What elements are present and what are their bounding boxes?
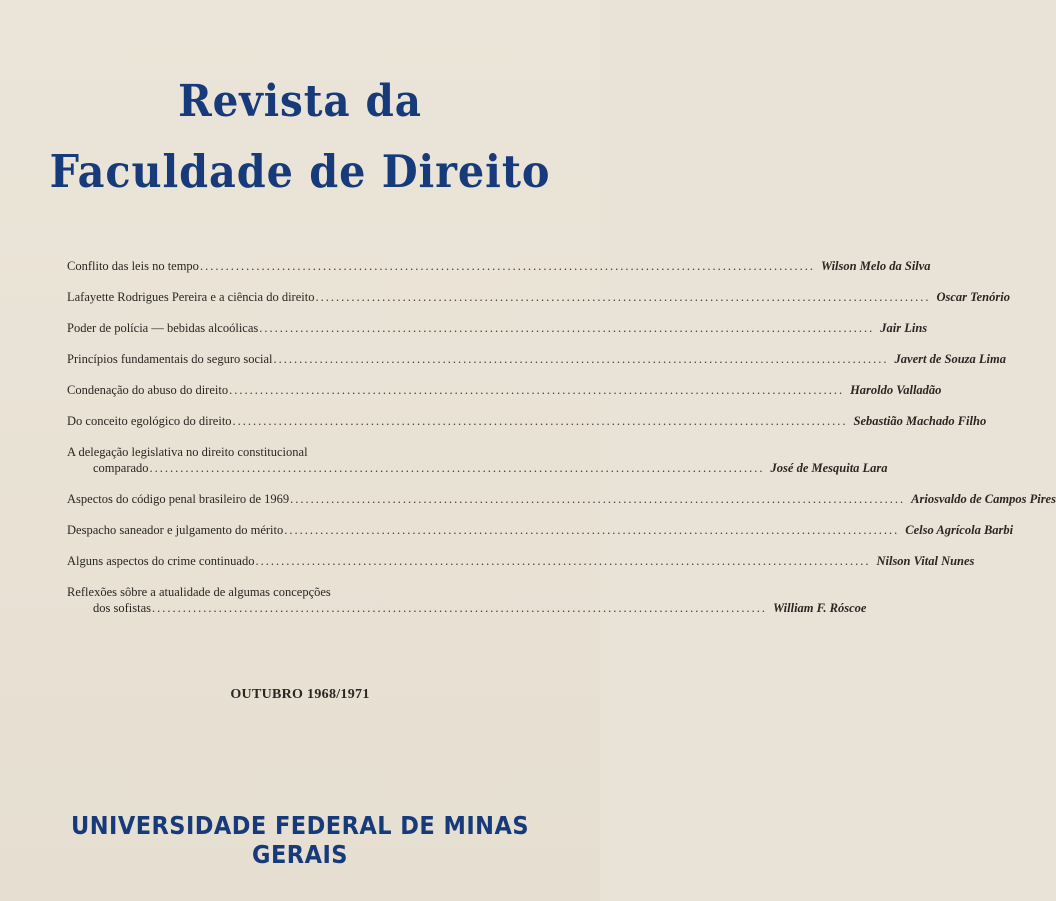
toc-entry-title: comparado — [93, 461, 149, 475]
toc-entry-author: José de Mesquita Lara — [770, 461, 888, 475]
toc-entry — [67, 382, 942, 398]
toc-entry-author: Ariosvaldo de Campos Pires — [911, 492, 1056, 506]
toc-entry-title-line1: Reflexões sôbre a atualidade de algumas concepções — [67, 585, 331, 599]
leader-dots: ........................................................................................................................ — [290, 492, 906, 506]
leader-dots: ........................................................................................................................ — [152, 601, 767, 615]
toc-entry-title: Despacho saneador e julgamento do mérito — [67, 523, 284, 537]
table-of-contents — [67, 258, 1056, 631]
toc-entry-author: Nilson Vital Nunes — [876, 554, 975, 568]
leader-dots: ........................................................................................................................ — [199, 259, 815, 273]
toc-entry-title: Aspectos do código penal brasileiro de 1969 — [67, 492, 290, 506]
toc-entry-author: Celso Agrícola Barbi — [905, 523, 1014, 537]
toc-entry-author: William F. Róscoe — [773, 601, 867, 615]
leader-dots: ........................................................................................................................ — [149, 461, 765, 475]
toc-entry — [67, 320, 928, 336]
toc-entry — [67, 584, 867, 616]
leader-dots: ........................................................................................................................ — [255, 554, 871, 568]
toc-entry-title: Poder de polícia — bebidas alcoólicas — [67, 321, 259, 335]
toc-entry — [67, 413, 987, 429]
toc-entry-title-line1: A delegação legislativa no direito constitucional — [67, 445, 308, 459]
toc-entry-title: Alguns aspectos do crime continuado — [67, 554, 255, 568]
toc-entry-author: Haroldo Valladão — [850, 383, 942, 397]
journal-title-line2: Faculdade de Direito — [49, 145, 551, 198]
publisher-name: UNIVERSIDADE FEDERAL DE MINAS GERAIS — [71, 811, 529, 869]
leader-dots: ........................................................................................................................ — [259, 321, 875, 335]
leader-dots: ........................................................................................................................ — [315, 290, 931, 304]
toc-entry — [67, 351, 1006, 367]
journal-title-line1: Revista da — [178, 76, 422, 127]
toc-entry — [67, 444, 888, 476]
toc-entry-title: dos sofistas — [93, 601, 151, 615]
toc-entry-title: Condenação do abuso do direito — [67, 383, 229, 397]
toc-entry-title: Conflito das leis no tempo — [67, 259, 199, 273]
toc-entry — [67, 522, 1014, 538]
toc-entry-author: Wilson Melo da Silva — [820, 259, 931, 273]
toc-entry-title: Lafayette Rodrigues Pereira e a ciência do direito — [67, 290, 315, 304]
toc-entry-author: Sebastião Machado Filho — [853, 414, 987, 428]
toc-entry-title: Do conceito egológico do direito — [67, 414, 232, 428]
toc-entry-author: Oscar Tenório — [936, 290, 1010, 304]
toc-entry — [67, 491, 1056, 507]
toc-entry — [67, 258, 931, 274]
toc-entry-title: Princípios fundamentais do seguro social — [67, 352, 273, 366]
leader-dots: ........................................................................................................................ — [284, 523, 900, 537]
leader-dots: ........................................................................................................................ — [229, 383, 845, 397]
toc-entry-author: Javert de Souza Lima — [894, 352, 1006, 366]
toc-entry — [67, 289, 1010, 305]
toc-entry — [67, 553, 975, 569]
leader-dots: ........................................................................................................................ — [273, 352, 889, 366]
toc-entry-author: Jair Lins — [880, 321, 928, 335]
leader-dots: ........................................................................................................................ — [232, 414, 848, 428]
issue-date: OUTUBRO 1968/1971 — [230, 687, 370, 702]
